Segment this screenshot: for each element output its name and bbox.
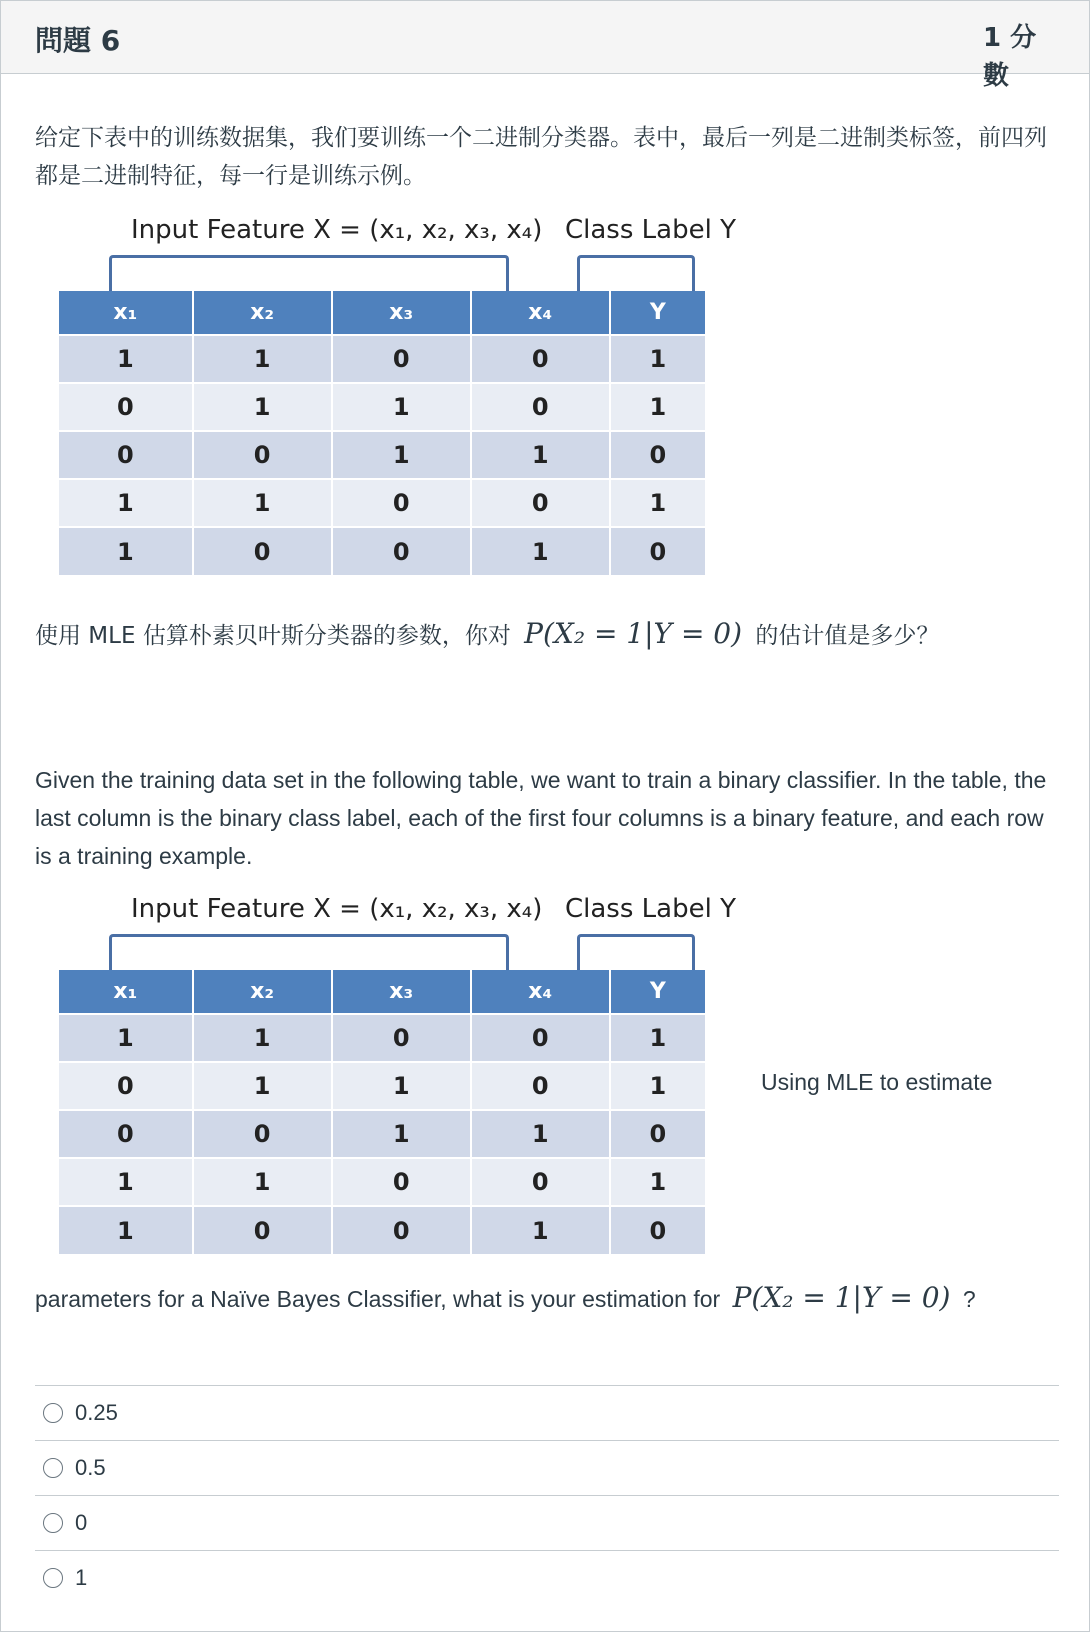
table-cell: 0 [471,1158,610,1206]
english-question-text: parameters for a Naïve Bayes Classifier, what is your estimation for [35,1286,721,1312]
table-row [59,335,705,383]
table-row [59,479,705,527]
chinese-question [35,617,939,650]
answer-option[interactable] [35,1550,1059,1605]
table-cell: 1 [59,1206,193,1254]
column-header: Y [610,291,705,335]
chinese-question-suffix: 的估计值是多少？ [755,623,940,649]
table-header-row [59,291,705,335]
table-cell: 0 [59,431,193,479]
table-cell: 1 [471,527,610,575]
table-cell: 1 [471,1206,610,1254]
table-row [59,527,705,575]
table-cell: 1 [610,383,705,431]
table-row [59,1062,705,1110]
answer-label[interactable]: 0.5 [75,1455,106,1480]
table-cell: 1 [610,479,705,527]
radio-button[interactable] [43,1458,63,1478]
table-cell: 0 [610,527,705,575]
table-cell: 1 [59,335,193,383]
column-header: x₁ [59,970,193,1014]
table-cell: 1 [332,383,471,431]
table-cell: 1 [59,1158,193,1206]
table-cell: 0 [471,1014,610,1062]
table-cell: 1 [59,527,193,575]
table-cell: 1 [610,1158,705,1206]
chinese-question-text: 使用 MLE 估算朴素贝叶斯分类器的参数，你对 [35,623,511,649]
table-cell: 0 [59,1110,193,1158]
table-cell: 0 [471,1062,610,1110]
column-header: x₃ [332,291,471,335]
table-header-row [59,970,705,1014]
answer-list [35,1385,1059,1605]
table-cell: 0 [59,1062,193,1110]
class-label-heading: Class Label Y [565,215,736,245]
table-cell: 1 [332,1062,471,1110]
table-cell: 0 [332,1014,471,1062]
table-cell: 0 [332,1158,471,1206]
table-cell: 1 [471,1110,610,1158]
chinese-intro-text: 给定下表中的训练数据集，我们要训练一个二进制分类器。表中，最后一列是二进制类标签，前四列都是二进制特征，每一行是训练示例。 [35,125,1047,189]
table-cell: 0 [332,1206,471,1254]
column-header: x₃ [332,970,471,1014]
training-data-figure-chinese [59,209,736,579]
table-cell: 0 [332,527,471,575]
table-cell: 1 [471,431,610,479]
english-question-suffix: ? [962,1286,976,1312]
column-header: Y [610,970,705,1014]
column-header: x₄ [471,291,610,335]
table-cell: 0 [193,527,332,575]
table-cell: 1 [193,335,332,383]
column-header: x₂ [193,970,332,1014]
class-bracket [577,255,695,291]
english-question [35,1281,976,1314]
radio-button[interactable] [43,1513,63,1533]
class-bracket [577,934,695,970]
table-cell: 1 [193,1014,332,1062]
table-cell: 1 [610,1014,705,1062]
question-header [1,1,1089,91]
answer-option[interactable] [35,1495,1059,1550]
answer-label[interactable]: 0.25 [75,1400,118,1425]
training-data-table [59,970,705,1254]
training-data-table [59,291,705,575]
table-row [59,1158,705,1206]
table-cell: 0 [610,431,705,479]
table-cell: 0 [332,479,471,527]
radio-button[interactable] [43,1568,63,1588]
english-question-formula: P(X₂ = 1|Y = 0) [732,1281,951,1314]
table-cell: 1 [193,383,332,431]
radio-button[interactable] [43,1403,63,1423]
table-cell: 0 [610,1110,705,1158]
table-row [59,383,705,431]
table-cell: 0 [193,431,332,479]
table-cell: 0 [332,335,471,383]
table-cell: 1 [332,431,471,479]
table-cell: 1 [332,1110,471,1158]
answer-label[interactable]: 1 [75,1565,88,1590]
answer-label[interactable]: 0 [75,1510,88,1535]
table-cell: 0 [59,383,193,431]
input-feature-label: Input Feature X = (x₁, x₂, x₃, x₄) [131,215,543,245]
feature-bracket [109,255,509,291]
table-cell: 1 [610,335,705,383]
table-cell: 0 [471,383,610,431]
table-cell: 1 [59,1014,193,1062]
table-cell: 0 [193,1206,332,1254]
training-data-figure-english [59,888,736,1258]
column-header: x₄ [471,970,610,1014]
table-row [59,431,705,479]
answer-option[interactable] [35,1385,1059,1440]
table-cell: 0 [471,335,610,383]
table-cell: 0 [193,1110,332,1158]
table-cell: 1 [193,1062,332,1110]
column-header: x₂ [193,291,332,335]
table-cell: 1 [193,479,332,527]
table-cell: 0 [610,1206,705,1254]
table-cell: 0 [471,479,610,527]
class-label-heading: Class Label Y [565,894,736,924]
table-cell: 1 [610,1062,705,1110]
english-side-text: Using MLE to estimate [761,1069,993,1095]
table-cell: 1 [59,479,193,527]
question-title: 問題 6 [35,24,121,57]
column-header: x₁ [59,291,193,335]
english-intro-text: Given the training data set in the following table, we want to train a binary classifier. In the table, the last column is the binary class label, each of the first four columns is a binary feature, and each row is a training example. [35,767,1047,869]
answer-option[interactable] [35,1440,1059,1495]
table-row [59,1014,705,1062]
table-row [59,1206,705,1254]
input-feature-label: Input Feature X = (x₁, x₂, x₃, x₄) [131,894,543,924]
question-points: 1 分數 [983,23,1037,91]
chinese-question-formula: P(X₂ = 1|Y = 0) [524,617,743,650]
feature-bracket [109,934,509,970]
table-row [59,1110,705,1158]
table-cell: 1 [193,1158,332,1206]
